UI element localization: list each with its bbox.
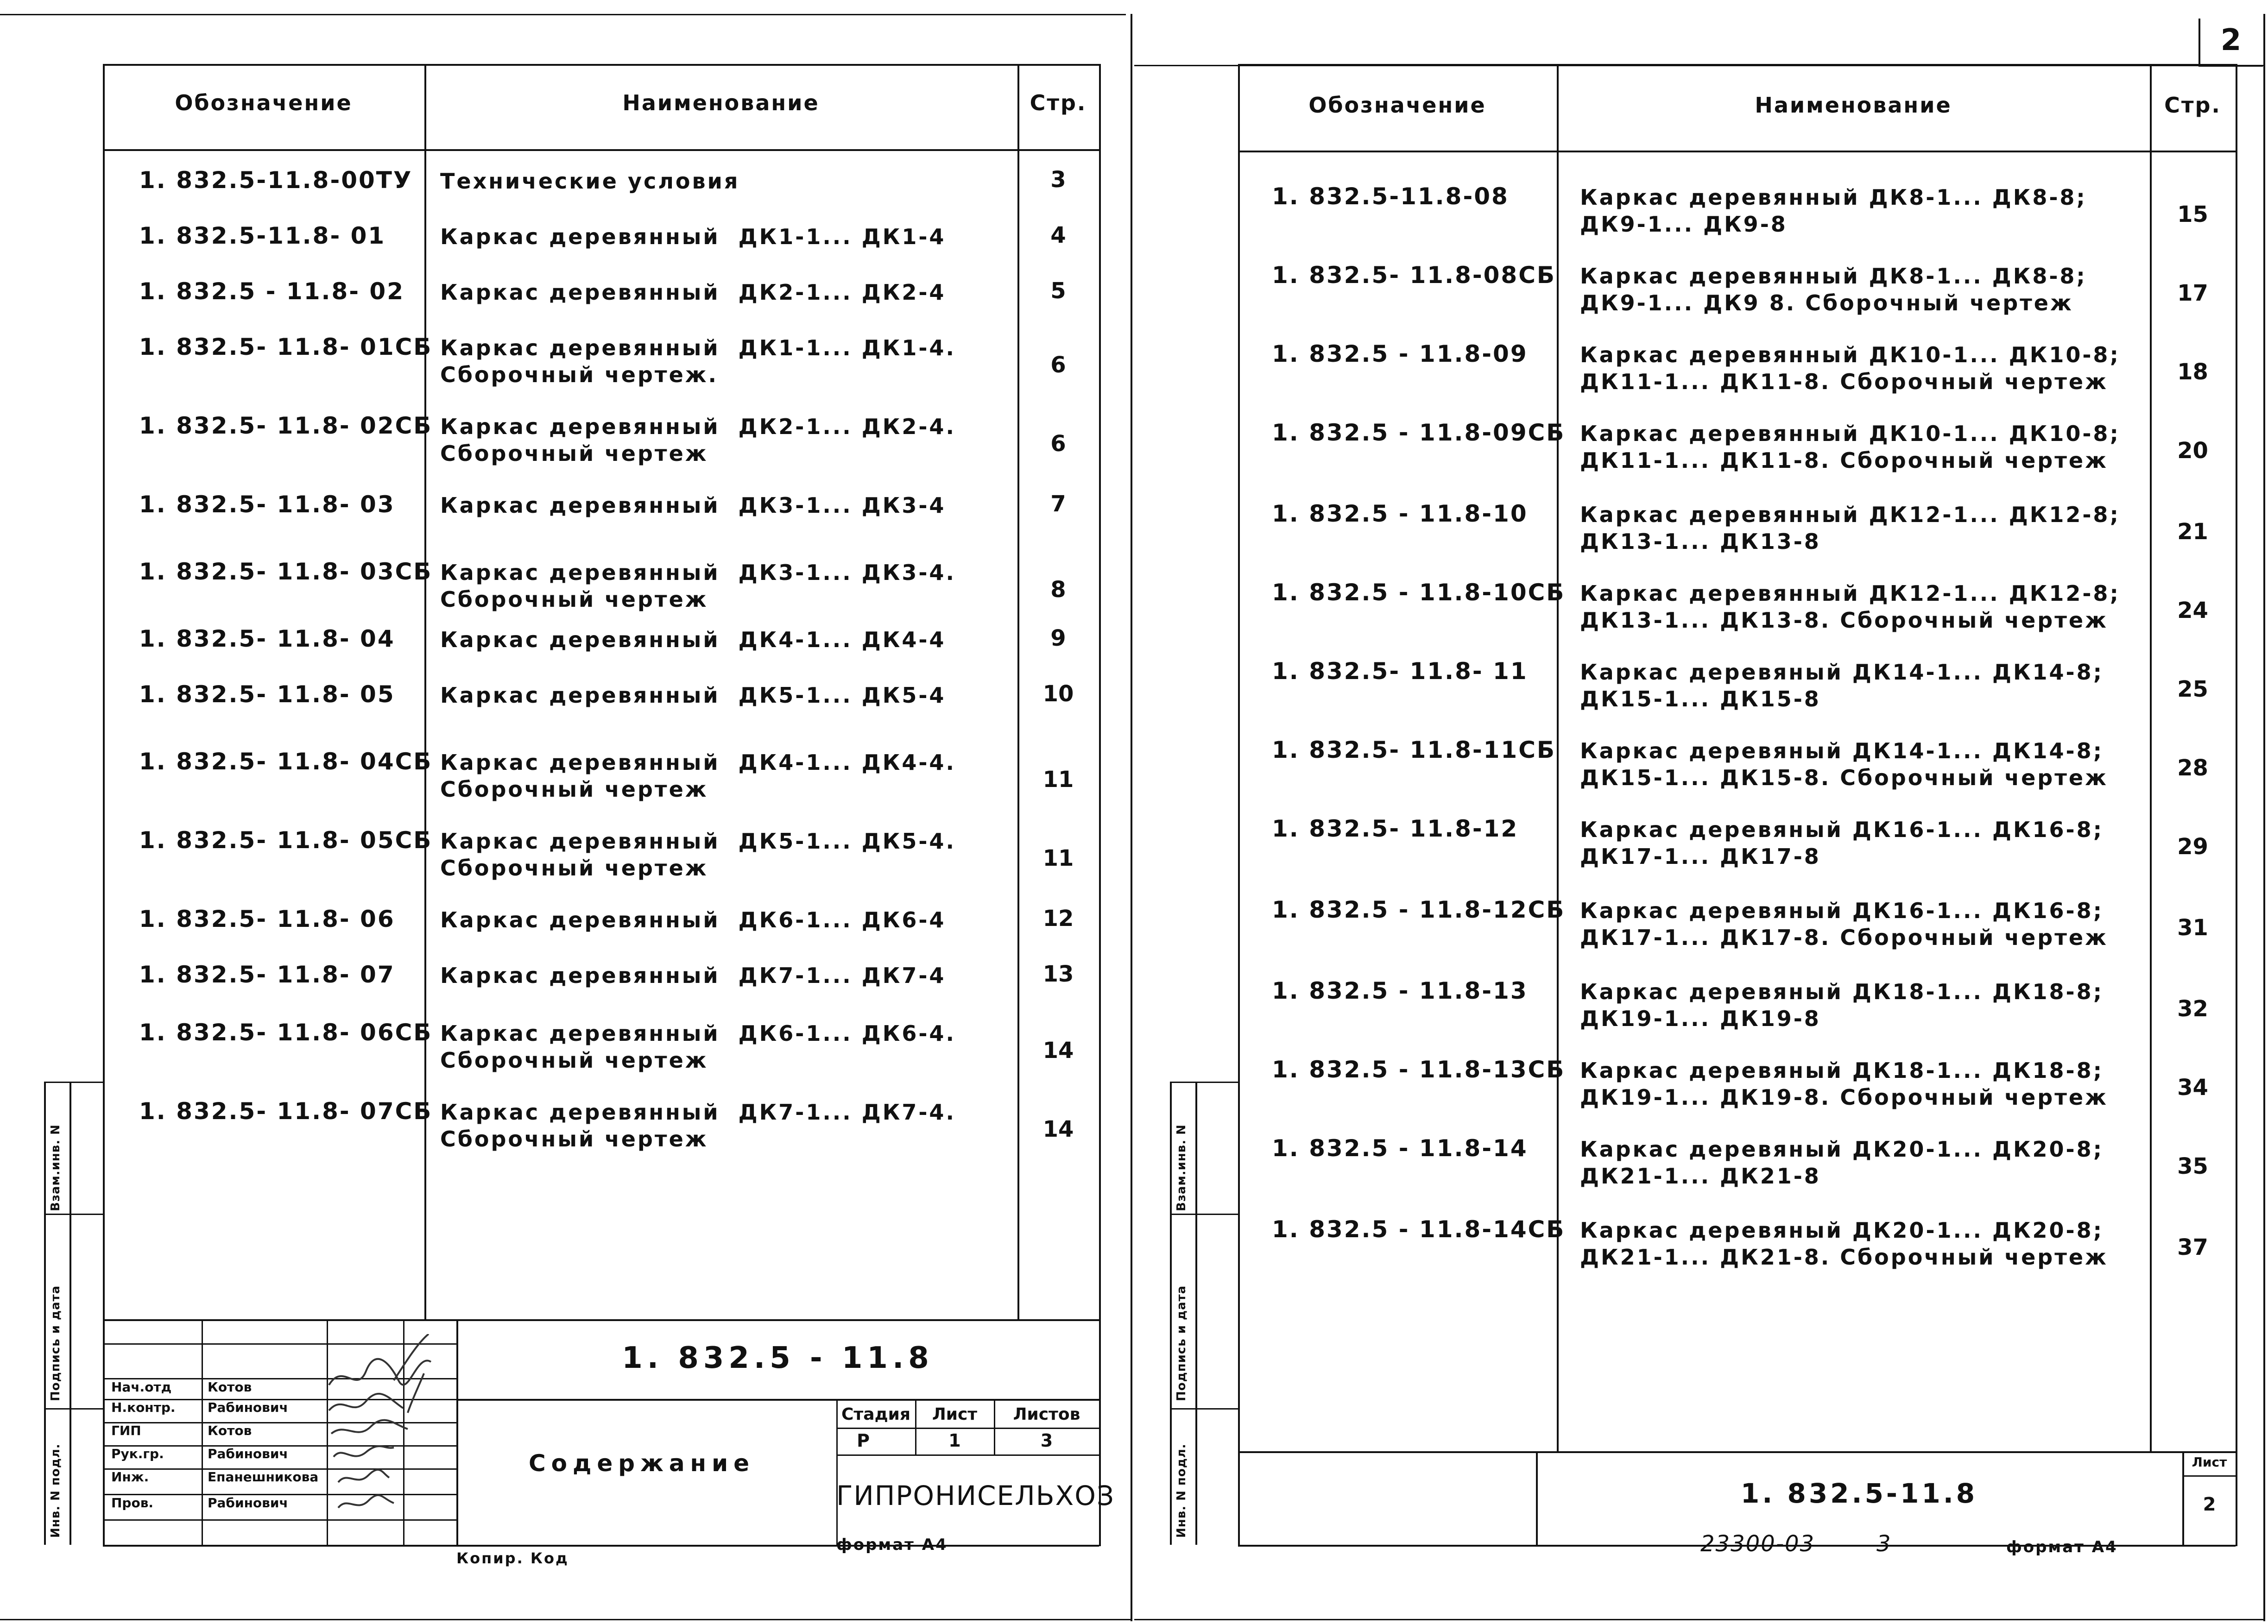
left-row-page: 13 — [1042, 961, 1074, 987]
tb-sheet-label: Лист — [932, 1405, 978, 1424]
right-stamp-div1 — [1170, 1214, 1239, 1215]
right-outer-edge — [2263, 14, 2265, 1621]
tb-person: Рабинович — [208, 1400, 288, 1415]
right-row-page: 29 — [2177, 834, 2208, 860]
left-row-designation: 1. 832.5 - 11.8- 02 — [139, 278, 405, 305]
left-row-page: 10 — [1042, 681, 1074, 707]
left-row-name: Каркас деревянный ДК2-1... ДК2-4 — [440, 280, 946, 305]
left-row-page: 7 — [1050, 491, 1066, 517]
left-row-page: 8 — [1050, 577, 1066, 603]
right-header-designation: Обозначение — [1308, 93, 1486, 118]
right-row-page: 37 — [2177, 1234, 2208, 1260]
right-row-name: Каркас деревяный ДК20-1... ДК20-8; ДК21-1... ДК21-8 — [1580, 1137, 2104, 1189]
left-col1-rule — [424, 64, 426, 1319]
right-frame-left — [1238, 64, 1240, 1546]
right-row-name: Каркас деревяный ДК20-1... ДК20-8; ДК21-1... ДК21-8. Сборочный чертеж — [1580, 1218, 2108, 1270]
left-row-name: Каркас деревянный ДК2-1... ДК2-4. Сборочный чертеж — [440, 414, 956, 466]
left-row-page: 6 — [1050, 352, 1066, 378]
right-row-name: Каркас деревянный ДК12-1... ДК12-8; ДК13-1... ДК13-8 — [1580, 502, 2120, 554]
signature-scribbles — [324, 1334, 436, 1547]
left-header-page: Стр. — [1030, 90, 1087, 115]
tb-org: ГИПРОНИСЕЛЬХОЗ — [836, 1480, 1115, 1511]
right-row-page: 17 — [2177, 280, 2208, 306]
right-row-name: Каркас деревяный ДК16-1... ДК16-8; ДК17-1... ДК17-8. Сборочный чертеж — [1580, 898, 2108, 950]
tb-person: Рабинович — [208, 1495, 288, 1511]
left-stamp-div1 — [44, 1214, 104, 1215]
right-frame-right — [2236, 64, 2237, 1546]
right-header-page: Стр. — [2164, 93, 2221, 118]
left-row-page: 3 — [1050, 167, 1066, 193]
right-row-designation: 1. 832.5 - 11.8-10СБ — [1272, 579, 1566, 606]
tb-sheets: 3 — [1040, 1430, 1053, 1451]
left-row-designation: 1. 832.5-11.8- 01 — [139, 222, 386, 249]
right-row-name: Каркас деревяный ДК18-1... ДК18-8; ДК19-1... ДК19-8 — [1580, 979, 2104, 1031]
left-row-page: 14 — [1042, 1116, 1074, 1142]
left-row-designation: 1. 832.5- 11.8- 07СБ — [139, 1098, 433, 1125]
left-row-name: Каркас деревянный ДК1-1... ДК1-4 — [440, 224, 946, 249]
right-row-designation: 1. 832.5- 11.8-11СБ — [1272, 736, 1556, 763]
left-row-name: Каркас деревянный ДК3-1... ДК3-4. Сборочный чертеж — [440, 560, 956, 612]
center-divider — [1131, 14, 1132, 1621]
left-stamp-outer — [44, 1082, 46, 1545]
tb-code: 1. 832.5 - 11.8 — [622, 1341, 934, 1375]
right-footer-sheet-rule — [2182, 1475, 2236, 1477]
right-row-designation: 1. 832.5 - 11.8-10 — [1272, 500, 1528, 527]
order-sheet: 3 — [1876, 1531, 1891, 1557]
order-number: 23300-03 — [1700, 1531, 1815, 1557]
right-row-page: 20 — [2177, 438, 2208, 464]
left-row-designation: 1. 832.5- 11.8- 05СБ — [139, 827, 433, 854]
right-row-page: 15 — [2177, 201, 2208, 227]
tb-org-rule — [836, 1454, 1099, 1456]
right-row-name: Каркас деревянный ДК10-1... ДК10-8; ДК11-1... ДК11-8. Сборочный чертеж — [1580, 342, 2120, 394]
left-row-name: Каркас деревянный ДК5-1... ДК5-4 — [440, 683, 946, 708]
right-row-designation: 1. 832.5 - 11.8-12СБ — [1272, 896, 1566, 923]
left-row-designation: 1. 832.5-11.8-00ТУ — [139, 167, 413, 194]
tb-role: Инж. — [111, 1469, 149, 1485]
right-row-designation: 1. 832.5- 11.8-08СБ — [1272, 262, 1556, 289]
left-frame-right — [1099, 64, 1101, 1546]
right-stamp-inv-sub: Взам.инв. N — [1175, 1124, 1188, 1211]
left-row-designation: 1. 832.5- 11.8- 06 — [139, 906, 395, 932]
tb-stage-label: Стадия — [841, 1405, 910, 1424]
left-row-name: Каркас деревянный ДК6-1... ДК6-4. Сборочный чертеж — [440, 1021, 956, 1073]
format-right: формат А4 — [2006, 1538, 2118, 1556]
left-row-page: 14 — [1042, 1038, 1074, 1064]
right-stamp-top — [1170, 1082, 1239, 1083]
right-row-page: 25 — [2177, 676, 2208, 702]
left-stamp-inv-orig: Инв. N подл. — [49, 1443, 63, 1538]
left-row-name: Технические условия — [440, 169, 740, 194]
left-row-designation: 1. 832.5- 11.8- 01СБ — [139, 334, 433, 360]
left-row-name: Каркас деревянный ДК3-1... ДК3-4 — [440, 493, 946, 518]
tb-person: Котов — [208, 1379, 252, 1395]
right-row-designation: 1. 832.5 - 11.8-13СБ — [1272, 1056, 1566, 1083]
right-col1-rule — [1557, 64, 1559, 1451]
right-header-rule — [1238, 151, 2236, 152]
right-row-designation: 1. 832.5- 11.8-12 — [1272, 815, 1519, 842]
right-header-name: Наименование — [1755, 93, 1952, 118]
right-row-name: Каркас деревянный ДК8-1... ДК8-8; ДК9-1... ДК9 8. Сборочный чертеж — [1580, 264, 2087, 315]
tb-role: Пров. — [111, 1495, 154, 1511]
right-stamp-sign-date: Подпись и дата — [1175, 1285, 1188, 1401]
left-row-page: 5 — [1050, 278, 1066, 304]
left-stamp-top — [44, 1082, 104, 1083]
right-row-page: 32 — [2177, 996, 2208, 1022]
copy-note: Копир. Код — [456, 1549, 569, 1567]
right-row-name: Каркас деревяный ДК14-1... ДК14-8; ДК15-1... ДК15-8 — [1580, 660, 2104, 711]
right-row-page: 28 — [2177, 755, 2208, 781]
right-row-page: 35 — [2177, 1153, 2208, 1179]
bottom-border-left — [0, 1619, 1131, 1620]
left-header-name: Наименование — [622, 90, 820, 115]
tb-sheet: 1 — [948, 1430, 961, 1451]
right-footer-sheet: 2 — [2203, 1494, 2216, 1515]
right-row-designation: 1. 832.5 - 11.8-14СБ — [1272, 1216, 1566, 1243]
left-row-designation: 1. 832.5- 11.8- 04 — [139, 625, 395, 652]
left-row-designation: 1. 832.5- 11.8- 05 — [139, 681, 395, 708]
tb-person: Котов — [208, 1423, 252, 1438]
bottom-border-right — [1134, 1619, 2265, 1620]
right-row-name: Каркас деревянный ДК10-1... ДК10-8; ДК11-1... ДК11-8. Сборочный чертеж — [1580, 421, 2120, 473]
left-stamp-sign-date: Подпись и дата — [49, 1285, 63, 1401]
left-row-page: 11 — [1042, 845, 1074, 871]
right-row-page: 34 — [2177, 1075, 2208, 1101]
right-row-designation: 1. 832.5 - 11.8-14 — [1272, 1135, 1528, 1162]
left-stamp-inv-sub: Взам.инв. N — [49, 1124, 63, 1211]
left-row-name: Каркас деревянный ДК4-1... ДК4-4 — [440, 627, 946, 652]
tb-person: Епанешникова — [208, 1469, 319, 1485]
left-row-page: 12 — [1042, 906, 1074, 932]
tb-role: Рук.гр. — [111, 1446, 164, 1461]
right-row-designation: 1. 832.5- 11.8- 11 — [1272, 658, 1528, 685]
format-left: формат А4 — [836, 1536, 948, 1554]
right-row-page: 24 — [2177, 598, 2208, 623]
left-row-name: Каркас деревянный ДК6-1... ДК6-4 — [440, 907, 946, 932]
right-row-name: Каркас деревяный ДК18-1... ДК18-8; ДК19-1... ДК19-8. Сборочный чертеж — [1580, 1058, 2108, 1110]
right-row-name: Каркас деревянный ДК12-1... ДК12-8; ДК13-1... ДК13-8. Сборочный чертеж — [1580, 581, 2120, 633]
tb-person: Рабинович — [208, 1446, 288, 1461]
tb-left-col-a — [202, 1319, 203, 1545]
right-footer-rule — [1238, 1451, 2236, 1453]
left-row-designation: 1. 832.5- 11.8- 07 — [139, 961, 395, 988]
right-row-name: Каркас деревяный ДК14-1... ДК14-8; ДК15-1... ДК15-8. Сборочный чертеж — [1580, 738, 2108, 790]
right-footer-sheet-label: Лист — [2192, 1454, 2227, 1470]
left-row-designation: 1. 832.5- 11.8- 04СБ — [139, 748, 433, 775]
top-border-left — [0, 14, 1126, 15]
tb-sheets-label: Листов — [1013, 1405, 1080, 1424]
left-row-name: Каркас деревянный ДК7-1... ДК7-4. Сборочный чертеж — [440, 1100, 956, 1152]
right-row-designation: 1. 832.5 - 11.8-13 — [1272, 977, 1528, 1004]
left-row-designation: 1. 832.5- 11.8- 02СБ — [139, 412, 433, 439]
left-row-designation: 1. 832.5- 11.8- 06СБ — [139, 1019, 433, 1046]
tb-role: Н.контр. — [111, 1400, 176, 1415]
left-row-name: Каркас деревянный ДК1-1... ДК1-4. Сборочный чертеж. — [440, 335, 956, 387]
left-row-name: Каркас деревянный ДК7-1... ДК7-4 — [440, 963, 946, 988]
right-stamp-inner — [1195, 1082, 1197, 1545]
left-row-designation: 1. 832.5- 11.8- 03СБ — [139, 558, 433, 585]
right-row-page: 31 — [2177, 915, 2208, 941]
left-row-name: Каркас деревянный ДК5-1... ДК5-4. Сборочный чертеж — [440, 829, 956, 881]
left-row-name: Каркас деревянный ДК4-1... ДК4-4. Сборочный чертеж — [440, 750, 956, 802]
left-frame-bottom — [103, 1545, 1099, 1547]
right-row-name: Каркас деревянный ДК8-1... ДК8-8; ДК9-1... ДК9-8 — [1580, 185, 2087, 237]
left-row-page: 9 — [1050, 625, 1066, 651]
left-header-designation: Обозначение — [175, 90, 353, 115]
right-row-designation: 1. 832.5-11.8-08 — [1272, 183, 1509, 210]
left-stamp-inner — [69, 1082, 71, 1545]
right-stamp-outer — [1170, 1082, 1172, 1545]
tb-stage: Р — [857, 1430, 870, 1451]
left-row-page: 11 — [1042, 767, 1074, 793]
tb-title: Содержание — [528, 1450, 755, 1477]
right-row-page: 18 — [2177, 359, 2208, 385]
right-row-page: 21 — [2177, 519, 2208, 545]
right-row-name: Каркас деревяный ДК16-1... ДК16-8; ДК17-1... ДК17-8 — [1580, 817, 2104, 869]
tb-top-rule — [103, 1319, 1099, 1321]
left-row-designation: 1. 832.5- 11.8- 03 — [139, 491, 395, 518]
tb-role: ГИП — [111, 1423, 141, 1438]
left-row-page: 4 — [1050, 222, 1066, 248]
right-frame-top — [1238, 64, 2236, 66]
left-frame-top — [103, 64, 1099, 66]
left-stamp-div2 — [44, 1408, 104, 1410]
left-row-page: 6 — [1050, 431, 1066, 457]
right-stamp-div2 — [1170, 1408, 1239, 1410]
tb-role: Нач.отд — [111, 1379, 172, 1395]
right-footer-code: 1. 832.5-11.8 — [1740, 1478, 1978, 1509]
tb-code-rule — [456, 1399, 1099, 1401]
right-row-designation: 1. 832.5 - 11.8-09СБ — [1272, 419, 1566, 446]
corner-sheet-number: 2 — [2220, 23, 2242, 57]
tb-stage-rule — [836, 1428, 1099, 1429]
left-header-rule — [103, 149, 1099, 151]
right-stamp-inv-orig: Инв. N подл. — [1175, 1443, 1188, 1538]
left-frame-left — [103, 64, 105, 1546]
right-row-designation: 1. 832.5 - 11.8-09 — [1272, 340, 1528, 367]
